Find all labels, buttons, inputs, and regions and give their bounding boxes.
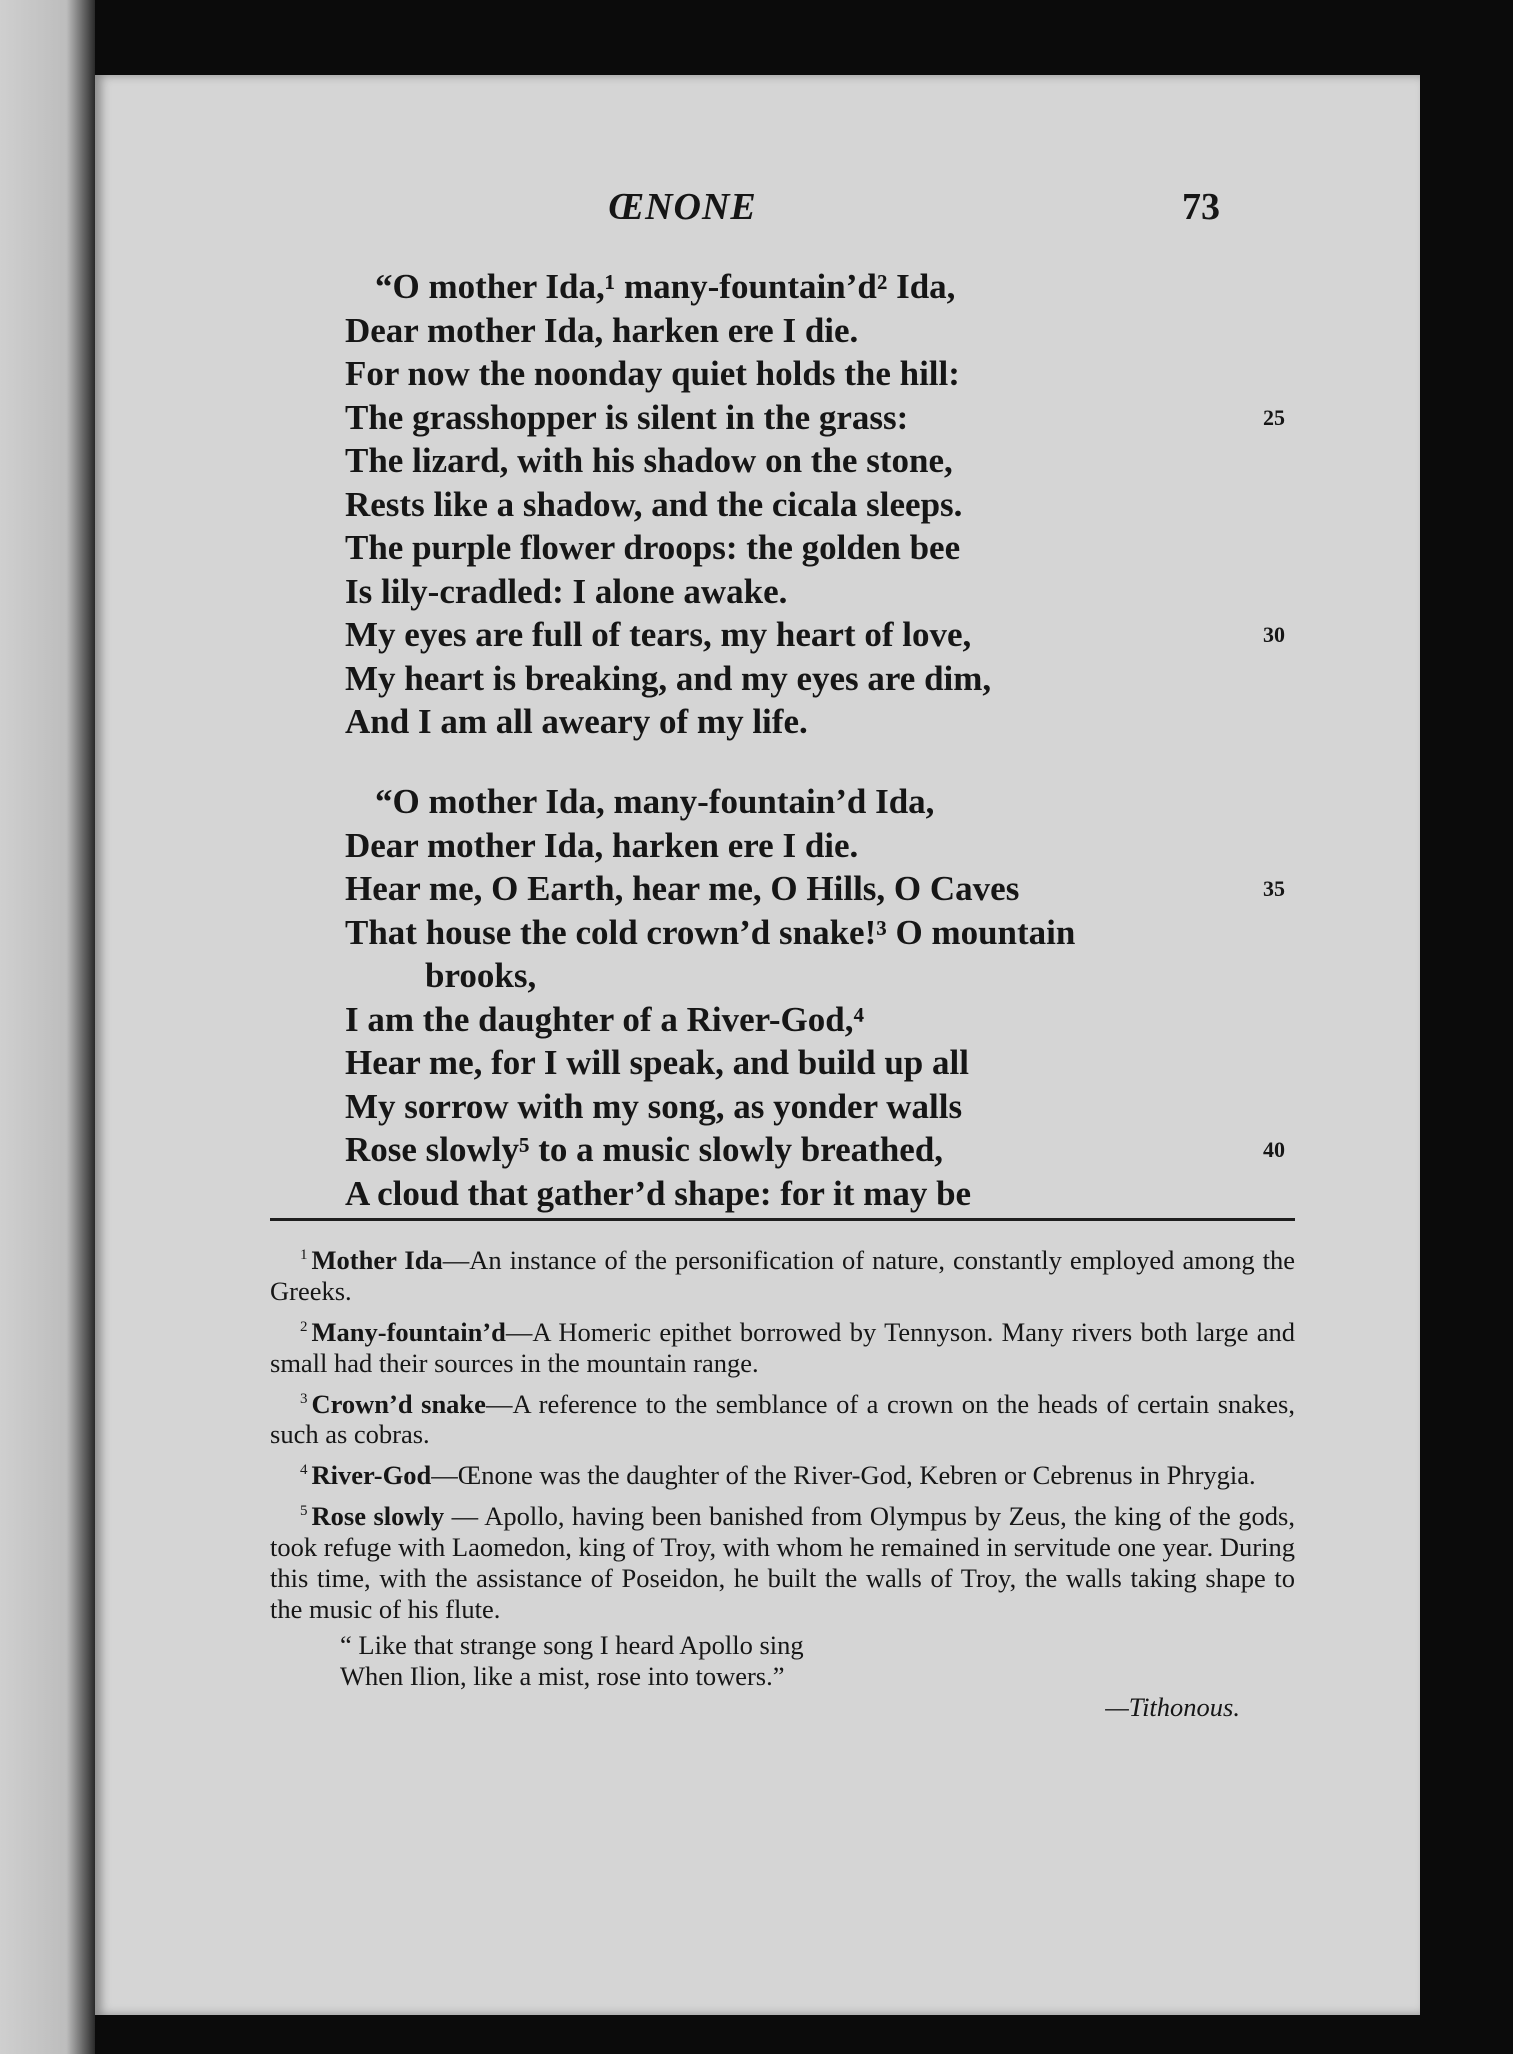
verse-line: A cloud that gather’d shape: for it may be — [345, 1173, 972, 1213]
book-page — [95, 75, 1420, 2015]
verse-line: brooks, — [425, 956, 537, 995]
verse-line: My heart is breaking, and my eyes are dim, — [345, 658, 992, 698]
quotation-line: When Ilion, like a mist, rose into towers.” — [340, 1661, 785, 1692]
footnote-number: 2 — [300, 1318, 308, 1335]
footnote-text: —A reference to the semblance of a crown on the heads of certain snakes, such as cobras. — [270, 1388, 1295, 1450]
quotation-line: “ Like that strange song I heard Apollo sing — [340, 1630, 804, 1661]
footnote-text: —An instance of the personification of nature, constantly employed among the Greeks. — [270, 1244, 1296, 1306]
verse-line: Is lily-cradled: I alone awake. — [345, 571, 788, 611]
verse-line: Dear mother Ida, harken ere I die. — [345, 825, 859, 865]
line-number: 25 — [1263, 404, 1285, 430]
footnote-term: Mother Ida — [311, 1244, 443, 1275]
stanza-1 — [345, 265, 1305, 744]
verse-line: The purple flower droops: the golden bee — [345, 528, 961, 567]
verse-line: Hear me, O Earth, hear me, O Hills, O Caves 35 — [345, 867, 1305, 911]
verse-line: And I am all aweary of my life. — [345, 702, 808, 741]
footnote — [270, 1496, 1295, 1625]
footnote-rule — [270, 1218, 1295, 1221]
footnote-term: Rose slowly — [311, 1501, 445, 1532]
verse-line: For now the noonday quiet holds the hill: — [345, 354, 960, 393]
line-number: 35 — [1263, 876, 1285, 901]
footnote-term: River-God — [311, 1460, 432, 1491]
footnote — [270, 1240, 1295, 1307]
footnotes — [270, 1240, 1295, 1723]
verse-line: “O mother Ida, many-fountain’d Ida, — [375, 782, 935, 821]
page-header — [95, 185, 1420, 245]
verse-line: “O mother Ida,¹ many-fountain’d² Ida, — [375, 267, 956, 306]
line-number: 40 — [1263, 1137, 1285, 1162]
footnote-number: 4 — [300, 1462, 308, 1479]
footnote-number: 5 — [300, 1503, 308, 1520]
verse-line: The lizard, with his shadow on the stone, — [345, 441, 953, 480]
verse-line: That house the cold crown’d snake!³ O mountain — [345, 912, 1076, 952]
footnote-text: —A Homeric epithet borrowed by Tennyson. Many rivers both large and small had their sources in the mountain range. — [270, 1316, 1295, 1378]
stanza-2 — [345, 780, 1305, 1215]
footnote-term: Crown’d snake — [311, 1388, 486, 1419]
footnote-text: —Œnone was the daughter of the River-God, Kebren or Cebrenus in Phrygia. — [431, 1460, 1256, 1491]
line-number: 30 — [1263, 622, 1285, 647]
verse-line: Hear me, for I will speak, and build up all — [345, 1043, 969, 1082]
verse-line: Dear mother Ida, harken ere I die. — [345, 310, 859, 350]
footnote — [270, 1384, 1295, 1451]
footnote-text: — Apollo, having been banished from Olympus by Zeus, the king of the gods, took refuge with Laomedon, king of Troy, with whom he remained in servitude one year. During this time, with the assistance of Poseidon, he built the walls of Troy, the walls taking shape to the music of his flute. — [270, 1501, 1295, 1625]
footnote-number: 1 — [300, 1247, 308, 1263]
quotation-attribution: —Tithonous. — [1105, 1692, 1240, 1723]
verse-line: I am the daughter of a River-God,⁴ — [345, 999, 864, 1039]
footnote — [270, 1312, 1295, 1379]
footnote-term: Many-fountain’d — [311, 1316, 506, 1347]
quotation — [340, 1630, 1295, 1692]
verse-line: My eyes are full of tears, my heart of love, 30 — [345, 613, 1305, 657]
left-page-margin — [0, 0, 95, 2054]
footnote-number: 3 — [300, 1390, 308, 1407]
verse-line: Rests like a shadow, and the cicala sleeps. — [345, 484, 963, 524]
verse-line: My sorrow with my song, as yonder walls — [345, 1086, 963, 1126]
footnote — [270, 1455, 1295, 1491]
verse-line: Rose slowly⁵ to a music slowly breathed, 40 — [345, 1128, 1305, 1172]
running-title: ŒNONE — [608, 186, 757, 228]
verse-line: The grasshopper is silent in the grass: 25 — [345, 396, 1305, 440]
page-number: 73 — [1182, 186, 1220, 228]
